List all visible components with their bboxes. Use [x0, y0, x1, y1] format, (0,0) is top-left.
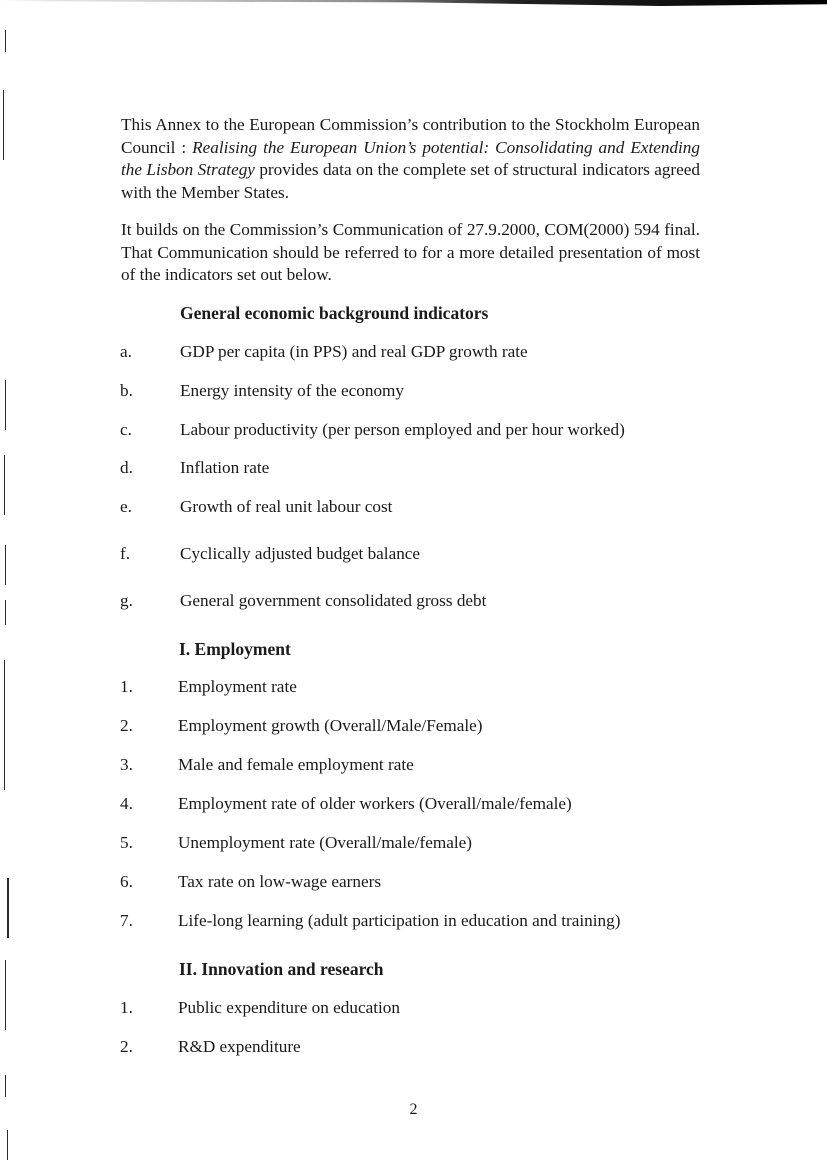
section-heading: I. Employment: [179, 639, 291, 659]
list-item: [0, 381, 827, 403]
communication-paragraph: It builds on the Commission’s Communication of 27.9.2000, COM(2000) 594 final. That Communication should be referred to for a more detailed presentation of most of the indicators set out below.: [121, 220, 700, 284]
item-text: Public expenditure on education: [178, 998, 400, 1017]
item-text: Inflation rate: [180, 458, 270, 477]
item-text: Energy intensity of the economy: [180, 381, 405, 400]
list-item: [0, 794, 827, 816]
item-marker: a.: [120, 342, 132, 361]
section-heading: II. Innovation and research: [179, 959, 384, 979]
item-marker: b.: [120, 381, 133, 400]
item-marker: 5.: [120, 833, 133, 852]
item-marker: 2.: [120, 1037, 133, 1056]
list-item: [0, 716, 827, 738]
item-marker: e.: [120, 497, 132, 516]
item-marker: 6.: [120, 872, 133, 891]
list-item: [0, 911, 827, 933]
item-text: Life-long learning (adult participation in education and training): [178, 911, 621, 930]
item-text: GDP per capita (in PPS) and real GDP growth rate: [180, 342, 528, 361]
section-heading: General economic background indicators: [180, 303, 489, 323]
page-number: 2: [409, 1101, 418, 1118]
scan-top-rule: [0, 0, 827, 6]
item-text: Employment rate of older workers (Overall/male/female): [178, 794, 572, 813]
strategy-title: Realising the European Union’s potential: Consolidating and Extending the Lisbon Strategy: [121, 137, 700, 179]
scan-margin-mark: [5, 30, 6, 52]
list-item: [0, 1037, 827, 1059]
item-marker: 2.: [120, 716, 133, 735]
item-text: Cyclically adjusted budget balance: [180, 544, 421, 563]
item-text: Unemployment rate (Overall/male/female): [178, 833, 472, 852]
list-item: [0, 755, 827, 777]
list-item: [0, 544, 827, 566]
scan-margin-mark: [5, 1075, 6, 1097]
list-item: [0, 998, 827, 1020]
list-item: [0, 458, 827, 480]
item-marker: 1.: [120, 998, 133, 1017]
item-text: Male and female employment rate: [178, 755, 414, 774]
item-text: General government consolidated gross debt: [180, 591, 487, 610]
item-text: Employment rate: [178, 677, 297, 696]
list-item: [0, 497, 827, 519]
item-marker: c.: [120, 420, 132, 439]
item-marker: g.: [120, 591, 133, 610]
item-marker: 4.: [120, 794, 133, 813]
item-text: R&D expenditure: [178, 1037, 301, 1056]
item-marker: 7.: [120, 911, 133, 930]
list-item: [0, 420, 827, 442]
item-text: Growth of real unit labour cost: [180, 497, 393, 516]
item-marker: 3.: [120, 755, 133, 774]
scan-margin-mark: [7, 1130, 8, 1160]
item-marker: f.: [120, 544, 131, 563]
list-item: [0, 833, 827, 855]
list-item: [0, 872, 827, 894]
list-item: [0, 591, 827, 613]
item-text: Tax rate on low-wage earners: [178, 872, 382, 891]
list-item: [0, 677, 827, 699]
intro-paragraph: This Annex to the European Commission’s contribution to the Stockholm European Council : Realising the European Union’s potential: Consolidating and Extending the Lisbon Strategy provides data on the complete set of structural indicators agreed with the Member States.: [121, 115, 700, 202]
item-marker: 1.: [120, 677, 133, 696]
scan-margin-mark: [3, 90, 4, 160]
list-item: [0, 342, 827, 364]
item-text: Employment growth (Overall/Male/Female): [178, 716, 483, 735]
item-text: Labour productivity (per person employed and per hour worked): [180, 420, 625, 439]
item-marker: d.: [120, 458, 133, 477]
